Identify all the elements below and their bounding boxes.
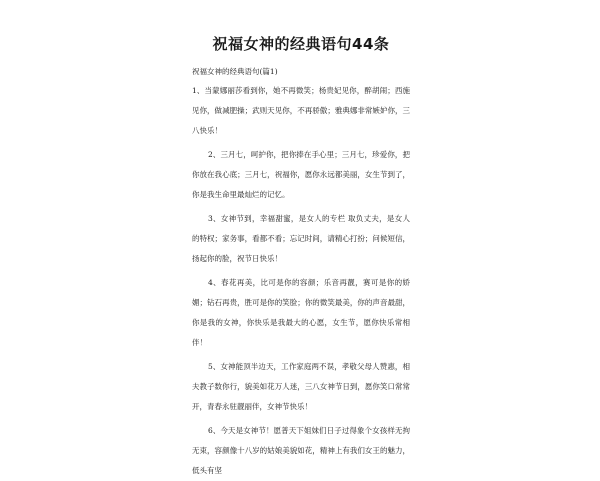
paragraph-1: 1、当蒙娜丽莎看到你，她不再微笑；杨贵妃见你，醉胡闹；西施见你，做减肥操；武则天见你，不再骄傲；雅典娜非常嫉妒你，三八快乐！ — [192, 86, 410, 135]
paragraph-3: 3、女神节到，幸福甜蜜，是女人的专栏 取负丈夫，是女人的特权；家务事，看都不看；忘记时间，请精心打扮；问候短信，扬起你的脸，祝节日快乐！ — [192, 214, 410, 263]
document-subtitle: 祝福女神的经典语句(篇1) — [192, 67, 278, 76]
paragraph-5: 5、女神能顶半边天，工作家庭两不误，孝敬父母人赞惠，相夫教子数你行，貌美如花万人迷，三八女神节日到，愿你笑口常常开，青春永驻靓丽伴，女神节快乐！ — [192, 362, 410, 411]
paragraph-6: 6、今天是女神节！愿普天下姐妹们日子过得象个女孩样无拘无束，容颜像十八岁的姑娘美貌如花，精神上有我们女王的魅力，低头有坚 — [192, 426, 410, 475]
paragraph-4: 4、春花再美，比可是你的容颜；乐音再靓，赛可是你的娇媚；钻石再贵，胜可是你的笑脸；你的微笑最美，你的声音最甜，你是我的女神，你快乐是我最大的心愿，女生节，愿你快乐常相伴！ — [192, 278, 410, 347]
paragraph-2: 2、三月七，呵护你，把你捧在手心里；三月七，珍爱你，把你放在我心底；三月七，祝福你，愿你永远都美丽，女生节到了，你是我生命里最灿烂的记忆。 — [192, 150, 410, 199]
document-title: 祝福女神的经典语句44条 — [212, 35, 390, 53]
